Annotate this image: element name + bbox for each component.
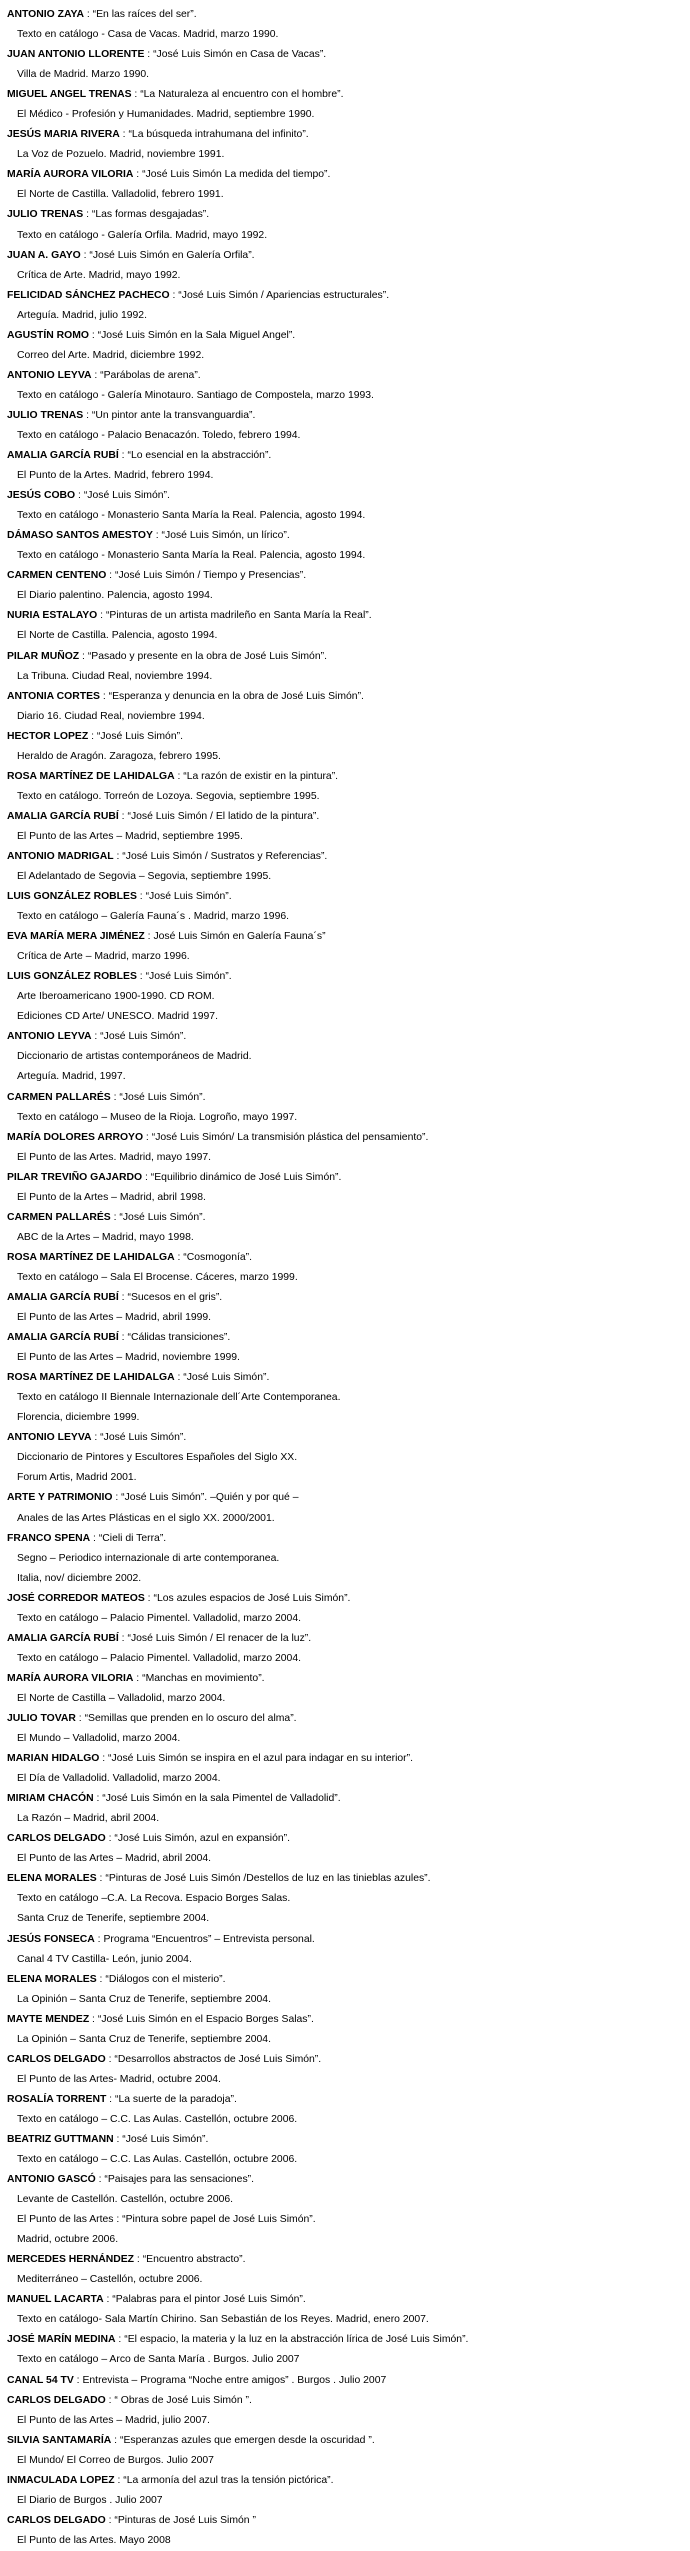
entry-author: PILAR TREVIÑO GAJARDO (7, 1171, 143, 1183)
entry-source: Crítica de Arte. Madrid, mayo 1992. (17, 269, 181, 281)
reference-entry: ANTONIO LEYVA : “José Luis Simón”. (7, 1432, 187, 1444)
entry-author: CARLOS DELGADO (7, 2514, 106, 2526)
entry-title: Cieli di Terra (102, 1532, 160, 1544)
reference-entry: ANTONIO LEYVA : “Parábolas de arena”. (7, 369, 201, 381)
entry-author: JUAN A. GAYO (7, 249, 81, 261)
entry-source: Arteguía. Madrid, 1997. (17, 1071, 126, 1083)
entry-source: El Punto de la Artes. Madrid, febrero 1994. (17, 470, 214, 482)
entry-title: Paisajes para las sensaciones (107, 2174, 248, 2186)
entry-source: Canal 4 TV Castilla- León, junio 2004. (17, 1953, 192, 1965)
entry-source: El Día de Valladolid. Valladolid, marzo 2004. (17, 1773, 221, 1785)
entry-title: José Luis Simón en Casa de Vacas (156, 49, 320, 61)
entry-title: Lo esencial en la abstracción (130, 450, 265, 462)
entry-author: AMALIA GARCÍA RUBÍ (7, 810, 119, 822)
reference-entry: JULIO TRENAS : “Las formas desgajadas”. (7, 209, 210, 221)
entry-source: Anales de las Artes Plásticas en el siglo XX. 2000/2001. (17, 1512, 275, 1524)
entry-source: Texto en catálogo – Galería Fauna´s . Madrid, marzo 1996. (17, 911, 290, 923)
reference-entry: MIRIAM CHACÓN : “José Luis Simón en la sala Pimentel de Valladolid”. (7, 1793, 341, 1805)
reference-entry: CARLOS DELGADO : “Pinturas de José Luis Simón ” (7, 2514, 256, 2526)
entry-source: Texto en catálogo – Palacio Pimentel. Valladolid, marzo 2004. (17, 1612, 301, 1624)
reference-entry: CARLOS DELGADO : “Desarrollos abstractos de José Luis Simón”. (7, 2053, 322, 2065)
entry-source: El Médico - Profesión y Humanidades. Madrid, septiembre 1990. (17, 109, 315, 121)
entry-source: Forum Artis, Madrid 2001. (17, 1472, 137, 1484)
reference-entry: MARÍA AURORA VILORIA : “José Luis Simón La medida del tiempo”. (7, 169, 331, 181)
reference-entry: PILAR TREVIÑO GAJARDO : “Equilibrio dinámico de José Luis Simón”. (7, 1171, 342, 1183)
entry-author: MERCEDES HERNÁNDEZ (7, 2254, 135, 2266)
entry-source: La Opinión – Santa Cruz de Tenerife, septiembre 2004. (17, 1993, 271, 2005)
entry-source: Texto en catálogo - Monasterio Santa María la Real. Palencia, agosto 1994. (17, 550, 366, 562)
reference-entry: AMALIA GARCÍA RUBÍ : “José Luis Simón / El latido de la pintura”. (7, 810, 320, 822)
reference-entry: CANAL 54 TV : Entrevista – Programa “Noche entre amigos” . Burgos . Julio 2007 (7, 2374, 387, 2386)
entry-title: Un pintor ante la transvanguardia (95, 409, 250, 421)
reference-entry: NURIA ESTALAYO : “Pinturas de un artista madrileño en Santa María la Real”. (7, 610, 372, 622)
entry-source: El Adelantado de Segovia – Segovia, septiembre 1995. (17, 871, 272, 883)
reference-entry: MARÍA AURORA VILORIA : “Manchas en movimiento”. (7, 1672, 265, 1684)
entry-author: JOSÉ CORREDOR MATEOS (7, 1592, 145, 1604)
entry-source: Texto en catálogo - Casa de Vacas. Madrid, marzo 1990. (17, 29, 279, 41)
entry-source: Diccionario de artistas contemporáneos de Madrid. (17, 1051, 252, 1063)
entry-author: CARMEN PALLARÉS (7, 1091, 111, 1103)
reference-entry: ROSA MARTÍNEZ DE LAHIDALGA : “José Luis Simón”. (7, 1372, 270, 1384)
reference-entry: CARLOS DELGADO : “José Luis Simón, azul en expansión”. (7, 1833, 290, 1845)
entry-author: CARLOS DELGADO (7, 2394, 106, 2406)
reference-entry: MERCEDES HERNÁNDEZ : “Encuentro abstracto”. (7, 2254, 246, 2266)
entry-author: MARÍA AURORA VILORIA (7, 169, 134, 181)
entry-title: José Luis Simón (103, 1432, 180, 1444)
entry-source: ABC de la Artes – Madrid, mayo 1998. (17, 1231, 194, 1243)
entry-source: El Norte de Castilla. Palencia, agosto 1994. (17, 630, 218, 642)
entry-author: AMALIA GARCÍA RUBÍ (7, 1292, 119, 1303)
reference-entry: ELENA MORALES : “Pinturas de José Luis Simón /Destellos de luz en las tinieblas azules”. (7, 1873, 431, 1885)
entry-author: ELENA MORALES (7, 1973, 97, 1985)
reference-entry: MARIAN HIDALGO : “José Luis Simón se inspira en el azul para indagar en su interior”. (7, 1753, 414, 1765)
entry-author: LUIS GONZÁLEZ ROBLES (7, 891, 137, 903)
reference-entry: MAYTE MENDEZ : “José Luis Simón en el Espacio Borges Salas”. (7, 2013, 314, 2025)
entry-author: ANTONIO MADRIGAL (7, 850, 114, 862)
entry-source: El Norte de Castilla. Valladolid, febrero 1991. (17, 189, 224, 201)
reference-entry: CARMEN PALLARÉS : “José Luis Simón”. (7, 1091, 206, 1103)
entry-note: –Quién y por qué – (207, 1492, 299, 1504)
entry-author: CARMEN CENTENO (7, 570, 107, 582)
entry-title: José Luis Simón en el Espacio Borges Salas (101, 2013, 308, 2025)
reference-entry: ANTONIO MADRIGAL : “José Luis Simón / Sustratos y Referencias”. (7, 850, 328, 862)
entry-title: Parábolas de arena (103, 369, 195, 381)
entry-author: ANTONIA CORTES (7, 690, 100, 702)
entry-source: El Punto de las Artes. Mayo 2008 (17, 2534, 171, 2546)
entry-source: El Punto de las Artes – Madrid, noviembre 1999. (17, 1352, 240, 1364)
entry-author: AMALIA GARCÍA RUBÍ (7, 1332, 119, 1344)
entry-title: Semillas que prenden en lo oscuro del alma (88, 1712, 291, 1724)
entry-author: FELICIDAD SÁNCHEZ PACHECO (7, 289, 170, 301)
entry-author: BEATRIZ GUTTMANN (7, 2133, 114, 2145)
entry-source: El Punto de las Artes – Madrid, septiembre 1995. (17, 830, 243, 842)
reference-entry: FRANCO SPENA : “Cieli di Terra”. (7, 1532, 167, 1544)
entry-title: José Luis Simón, un lírico (165, 530, 284, 542)
reference-entry: JESÚS FONSECA : Programa “Encuentros” – Entrevista personal. (7, 1933, 315, 1945)
entry-title: José Luis Simón (149, 971, 226, 983)
reference-entry: LUIS GONZÁLEZ ROBLES : “José Luis Simón”. (7, 891, 232, 903)
entry-title: Cálidas transiciones (130, 1332, 224, 1344)
entry-title: José Luis Simón/ La transmisión plástica del pensamiento (155, 1131, 423, 1143)
reference-entry: JESÚS COBO : “José Luis Simón”. (7, 490, 170, 502)
reference-entry: JUAN A. GAYO : “José Luis Simón en Galería Orfila”. (7, 249, 255, 261)
entry-source: Texto en catálogo – Arco de Santa María . Burgos. Julio 2007 (17, 2354, 300, 2366)
entry-title: Pinturas de José Luis Simón (117, 2514, 253, 2526)
entry-source: Levante de Castellón. Castellón, octubre 2006. (17, 2194, 234, 2206)
entry-source: Ediciones CD Arte/ UNESCO. Madrid 1997. (17, 1011, 218, 1023)
entry-title: José Luis Simón en Galería Orfila (92, 249, 249, 261)
entry-title: La armonía del azul tras la tensión pictórica (126, 2474, 328, 2486)
entry-title: Equilibrio dinámico de José Luis Simón (154, 1171, 336, 1183)
entry-source: El Punto de las Artes. Madrid, mayo 1997. (17, 1151, 212, 1163)
entry-author: JULIO TRENAS (7, 409, 84, 421)
entry-source: El Punto de la Artes – Madrid, abril 1998. (17, 1191, 206, 1203)
reference-entry: JULIO TRENAS : “Un pintor ante la transvanguardia”. (7, 409, 256, 421)
reference-entry: AMALIA GARCÍA RUBÍ : “Sucesos en el gris”. (7, 1292, 223, 1303)
reference-entry: CARMEN PALLARÉS : “José Luis Simón”. (7, 1211, 206, 1223)
entry-author: MAYTE MENDEZ (7, 2013, 90, 2025)
entry-author: MANUEL LACARTA (7, 2294, 104, 2306)
reference-entry: ANTONIO GASCÓ : “Paisajes para las sensaciones”. (7, 2174, 254, 2186)
entry-title: José Luis Simón / Apariencias estructurales (181, 289, 383, 301)
entry-source: Correo del Arte. Madrid, diciembre 1992. (17, 349, 205, 361)
entry-author: JOSÉ MARÍN MEDINA (7, 2334, 116, 2346)
entry-title: Palabras para el pintor José Luis Simón (115, 2294, 300, 2306)
entry-author: CARLOS DELGADO (7, 1833, 106, 1845)
entry-author: INMACULADA LOPEZ (7, 2474, 115, 2486)
entry-author: LUIS GONZÁLEZ ROBLES (7, 971, 137, 983)
entry-title: José Luis Simón / Tiempo y Presencias (118, 570, 300, 582)
entry-title: José Luis Simón / Sustratos y Referencias (125, 850, 321, 862)
entry-title: José Luis Simón / El renacer de la luz (130, 1632, 305, 1644)
reference-entry: ANTONIO LEYVA : “José Luis Simón”. (7, 1031, 187, 1043)
entry-title: Diálogos con el misterio (108, 1973, 220, 1985)
entry-title: Sucesos en el gris (130, 1292, 216, 1303)
entry-author: ROSA MARTÍNEZ DE LAHIDALGA (7, 770, 175, 782)
entry-source: Texto en catálogo. Torreón de Lozoya. Segovia, septiembre 1995. (17, 790, 320, 802)
entry-source: Florencia, diciembre 1999. (17, 1412, 140, 1424)
entry-author: MARIAN HIDALGO (7, 1753, 100, 1765)
entry-title: Programa “Encuentros” – Entrevista personal. (103, 1933, 315, 1945)
entry-quote: ” (322, 931, 326, 943)
entry-title: Los azules espacios de José Luis Simón (156, 1592, 345, 1604)
entry-title: La razón de existir en la pintura (186, 770, 332, 782)
entry-source: Texto en catálogo - Palacio Benacazón. Toledo, febrero 1994. (17, 429, 301, 441)
entry-title: José Luis Simón (124, 1492, 201, 1504)
entry-source: Texto en catálogo – Sala El Brocense. Cáceres, marzo 1999. (17, 1271, 298, 1283)
entry-author: FRANCO SPENA (7, 1532, 91, 1544)
reference-entry: MARÍA DOLORES ARROYO : “José Luis Simón/ La transmisión plástica del pensamiento”. (7, 1131, 429, 1143)
entry-title: Encuentro abstracto (146, 2254, 240, 2266)
entry-author: MARÍA AURORA VILORIA (7, 1672, 134, 1684)
entry-source: El Punto de las Artes- Madrid, octubre 2004. (17, 2073, 221, 2085)
entry-source: El Norte de Castilla – Valladolid, marzo 2004. (17, 1692, 226, 1704)
entry-author: MARÍA DOLORES ARROYO (7, 1131, 144, 1143)
entry-title: Las formas desgajadas (95, 209, 203, 221)
entry-title: Esperanza y denuncia en la obra de José Luis Simón (112, 690, 358, 702)
reference-entry: FELICIDAD SÁNCHEZ PACHECO : “José Luis Simón / Apariencias estructurales”. (7, 289, 390, 301)
reference-entry: LUIS GONZÁLEZ ROBLES : “José Luis Simón”. (7, 971, 232, 983)
entry-author: CARMEN PALLARÉS (7, 1211, 111, 1223)
entry-title: La suerte de la paradoja (118, 2093, 231, 2105)
entry-title: José Luis Simón en la Sala Miguel Angel (101, 329, 289, 341)
entry-source: Texto en catálogo –C.A. La Recova. Espacio Borges Salas. (17, 1893, 291, 1905)
entry-author: HECTOR LOPEZ (7, 730, 89, 742)
entry-source: Diario 16. Ciudad Real, noviembre 1994. (17, 710, 205, 722)
entry-author: ELENA MORALES (7, 1873, 97, 1885)
entry-author: DÁMASO SANTOS AMESTOY (7, 530, 153, 542)
entry-title: José Luis Simón se inspira en el azul para indagar en su interior (111, 1753, 407, 1765)
entry-title: José Luis Simón (87, 490, 164, 502)
entry-author: ANTONIO GASCÓ (7, 2174, 96, 2186)
entry-title: Obras de José Luis Simón (117, 2394, 246, 2406)
entry-source: El Mundo – Valladolid, marzo 2004. (17, 1733, 181, 1745)
entry-title: José Luis Simón (100, 730, 177, 742)
reference-entry: INMACULADA LOPEZ : “La armonía del azul tras la tensión pictórica”. (7, 2474, 334, 2486)
entry-title: José Luis Simón (186, 1372, 263, 1384)
reference-entry: AMALIA GARCÍA RUBÍ : “Lo esencial en la abstracción”. (7, 450, 272, 462)
entry-author: AMALIA GARCÍA RUBÍ (7, 1632, 119, 1644)
entry-title: José Luis Simón / El latido de la pintura (130, 810, 313, 822)
entry-source: Texto en catálogo - Galería Orfila. Madrid, mayo 1992. (17, 229, 268, 241)
reference-entry: ROSA MARTÍNEZ DE LAHIDALGA : “Cosmogonía”. (7, 1251, 253, 1263)
entry-title: José Luis Simón (122, 1211, 200, 1223)
entry-title: Manchas en movimiento (145, 1672, 259, 1684)
entry-source: El Mundo/ El Correo de Burgos. Julio 2007 (17, 2454, 214, 2466)
entry-source: Texto en catálogo – Museo de la Rioja. Logroño, mayo 1997. (17, 1111, 298, 1123)
entry-author: AMALIA GARCÍA RUBÍ (7, 450, 119, 462)
reference-entry: DÁMASO SANTOS AMESTOY : “José Luis Simón, un lírico”. (7, 530, 290, 542)
entry-source: La Razón – Madrid, abril 2004. (17, 1813, 160, 1825)
entry-author: CARLOS DELGADO (7, 2053, 106, 2065)
reference-entry: SILVIA SANTAMARÍA : “Esperanzas azules que emergen desde la oscuridad ”. (7, 2434, 375, 2446)
entry-title: Esperanzas azules que emergen desde la oscuridad (123, 2434, 369, 2446)
entry-source: Texto en catálogo – C.C. Las Aulas. Castellón, octubre 2006. (17, 2113, 298, 2125)
reference-entry: ROSALÍA TORRENT : “La suerte de la paradoja”. (7, 2093, 237, 2105)
entry-title: Entrevista – Programa “Noche entre amigos” . Burgos . Julio 2007 (82, 2374, 387, 2386)
entry-author: ARTE Y PATRIMONIO (7, 1492, 113, 1504)
entry-title: José Luis Simón La medida del tiempo (145, 169, 325, 181)
reference-entry: AGUSTÍN ROMO : “José Luis Simón en la Sala Miguel Angel”. (7, 329, 296, 341)
entry-source: El Punto de las Artes – Madrid, abril 2004. (17, 1853, 212, 1865)
reference-entry: CARLOS DELGADO : “ Obras de José Luis Simón ”. (7, 2394, 252, 2406)
entry-title: José Luis Simón en la sala Pimentel de Valladolid (105, 1793, 335, 1805)
entry-title: José Luis Simón (103, 1031, 180, 1043)
entry-title: Pinturas de un artista madrileño en Santa María la Real (109, 610, 366, 622)
entry-source: La Opinión – Santa Cruz de Tenerife, septiembre 2004. (17, 2033, 271, 2045)
entry-source: Villa de Madrid. Marzo 1990. (17, 69, 150, 81)
entry-source: Crítica de Arte – Madrid, marzo 1996. (17, 951, 190, 963)
reference-entry: BEATRIZ GUTTMANN : “José Luis Simón”. (7, 2133, 209, 2145)
entry-source: Madrid, octubre 2006. (17, 2234, 119, 2246)
reference-entry: MIGUEL ANGEL TRENAS : “La Naturaleza al encuentro con el hombre”. (7, 89, 344, 101)
entry-source: El Diario de Burgos . Julio 2007 (17, 2494, 163, 2506)
entry-author: MIGUEL ANGEL TRENAS (7, 89, 132, 101)
reference-entry: ANTONIO ZAYA : “En las raíces del ser”. (7, 9, 197, 20)
entry-source: Texto en catálogo - Galería Minotauro. Santiago de Compostela, marzo 1993. (17, 389, 374, 401)
entry-author: NURIA ESTALAYO (7, 610, 98, 622)
entry-source: Italia, nov/ diciembre 2002. (17, 1572, 142, 1584)
entry-author: CANAL 54 TV (7, 2374, 74, 2386)
entry-author: JESÚS FONSECA (7, 1933, 95, 1945)
entry-source: Arteguía. Madrid, julio 1992. (17, 309, 147, 321)
reference-entry: JOSÉ MARÍN MEDINA : “El espacio, la materia y la luz en la abstracción lírica de José Luis Simón”. (7, 2334, 469, 2346)
entry-source: El Diario palentino. Palencia, agosto 1994. (17, 590, 213, 602)
entry-title: El espacio, la materia y la luz en la abstracción lírica de José Luis Simón (127, 2334, 463, 2346)
entry-author: ANTONIO LEYVA (7, 1031, 92, 1043)
entry-source: Mediterráneo – Castellón, octubre 2006. (17, 2274, 203, 2286)
reference-entry: JUAN ANTONIO LLORENTE : “José Luis Simón en Casa de Vacas”. (7, 49, 327, 61)
entry-title: Pinturas de José Luis Simón /Destellos de luz en las tinieblas azules (108, 1873, 425, 1885)
entry-source: El Punto de las Artes – Madrid, abril 1999. (17, 1312, 212, 1324)
entry-author: SILVIA SANTAMARÍA (7, 2434, 112, 2446)
entry-source: La Tribuna. Ciudad Real, noviembre 1994. (17, 670, 213, 682)
entry-author: ROSA MARTÍNEZ DE LAHIDALGA (7, 1251, 175, 1263)
entry-author: JESÚS MARIA RIVERA (7, 129, 120, 141)
entry-title: José Luis Simón (149, 891, 226, 903)
entry-source: El Punto de las Artes – Madrid, julio 2007. (17, 2414, 210, 2426)
entry-title: La Naturaleza al encuentro con el hombre (143, 89, 338, 101)
reference-entry: PILAR MUÑOZ : “Pasado y presente en la obra de José Luis Simón”. (7, 650, 327, 662)
entry-title: Cosmogonía (186, 1251, 246, 1263)
entry-source: Diccionario de Pintores y Escultores Españoles del Siglo XX. (17, 1452, 298, 1464)
reference-entry: ROSA MARTÍNEZ DE LAHIDALGA : “La razón de existir en la pintura”. (7, 770, 339, 782)
reference-entry: AMALIA GARCÍA RUBÍ : “José Luis Simón / El renacer de la luz”. (7, 1632, 312, 1644)
entry-author: JESÚS COBO (7, 490, 76, 502)
entry-author: ROSA MARTÍNEZ DE LAHIDALGA (7, 1372, 175, 1384)
entry-source: Texto en catálogo - Monasterio Santa María la Real. Palencia, agosto 1994. (17, 510, 366, 522)
entry-source: Texto en catálogo- Sala Martín Chirino. San Sebastián de los Reyes. Madrid, enero 2007. (17, 2314, 429, 2326)
reference-entry: MANUEL LACARTA : “Palabras para el pintor José Luis Simón”. (7, 2294, 306, 2306)
reference-entry: ARTE Y PATRIMONIO : “José Luis Simón”. –Quién y por qué – (7, 1492, 299, 1504)
entry-source: Santa Cruz de Tenerife, septiembre 2004. (17, 1913, 210, 1925)
entry-source: Segno – Periodico internazionale di arte contemporanea. (17, 1552, 280, 1564)
entry-source: Arte Iberoamericano 1900-1990. CD ROM. (17, 991, 215, 1003)
entry-source: Heraldo de Aragón. Zaragoza, febrero 1995. (17, 750, 221, 762)
entry-title: José Luis Simón (125, 2133, 202, 2145)
entry-author: JULIO TRENAS (7, 209, 84, 221)
entry-author: ANTONIO ZAYA (7, 9, 84, 20)
entry-title: José Luis Simón en Galería Fauna´s (153, 931, 323, 943)
reference-entry: JOSÉ CORREDOR MATEOS : “Los azules espacios de José Luis Simón”. (7, 1592, 351, 1604)
entry-author: ANTONIO LEYVA (7, 1432, 92, 1444)
reference-entry: JESÚS MARIA RIVERA : “La búsqueda intrahumana del infinito”. (7, 129, 309, 141)
entry-title: José Luis Simón (122, 1091, 200, 1103)
entry-title: Desarrollos abstractos de José Luis Simón (117, 2053, 315, 2065)
entry-title: En las raíces del ser (96, 9, 191, 20)
entry-author: JUAN ANTONIO LLORENTE (7, 49, 145, 61)
entry-source: Texto en catálogo – Palacio Pimentel. Valladolid, marzo 2004. (17, 1652, 301, 1664)
entry-source: El Punto de las Artes : “Pintura sobre papel de José Luis Simón”. (17, 2214, 316, 2226)
entry-author: EVA MARÍA MERA JIMÉNEZ (7, 931, 145, 943)
entry-author: MIRIAM CHACÓN (7, 1793, 94, 1805)
entry-author: AGUSTÍN ROMO (7, 329, 89, 341)
reference-entry: EVA MARÍA MERA JIMÉNEZ : José Luis Simón en Galería Fauna´s” (7, 931, 326, 943)
reference-entry: ELENA MORALES : “Diálogos con el misterio”. (7, 1973, 226, 1985)
reference-entry: HECTOR LOPEZ : “José Luis Simón”. (7, 730, 183, 742)
entry-source: Texto en catálogo II Biennale Internazionale dell´Arte Contemporanea. (17, 1392, 341, 1404)
entry-author: JULIO TOVAR (7, 1712, 76, 1724)
entry-author: PILAR MUÑOZ (7, 650, 80, 662)
entry-source: La Voz de Pozuelo. Madrid, noviembre 1991. (17, 149, 225, 161)
reference-entry: AMALIA GARCÍA RUBÍ : “Cálidas transiciones”. (7, 1332, 231, 1344)
reference-entry: ANTONIA CORTES : “Esperanza y denuncia en la obra de José Luis Simón”. (7, 690, 364, 702)
entry-title: La búsqueda intrahumana del infinito (131, 129, 303, 141)
reference-entry: CARMEN CENTENO : “José Luis Simón / Tiempo y Presencias”. (7, 570, 307, 582)
entry-title: Pasado y presente en la obra de José Luis Simón (91, 650, 321, 662)
entry-author: ANTONIO LEYVA (7, 369, 92, 381)
entry-author: ROSALÍA TORRENT (7, 2093, 107, 2105)
entry-source: Texto en catálogo – C.C. Las Aulas. Castellón, octubre 2006. (17, 2154, 298, 2166)
reference-entry: JULIO TOVAR : “Semillas que prenden en lo oscuro del alma”. (7, 1712, 297, 1724)
entry-title: José Luis Simón, azul en expansión (117, 1833, 284, 1845)
